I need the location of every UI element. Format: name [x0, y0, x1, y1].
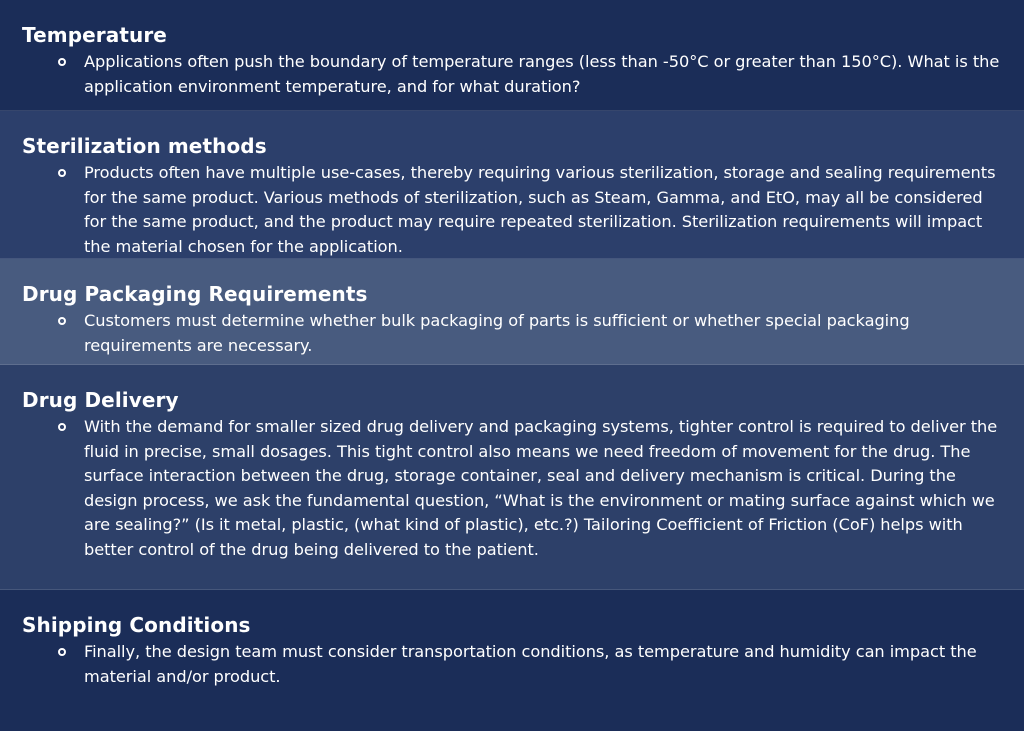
list-item [22, 309, 1000, 358]
list-item-text: With the demand for smaller sized drug delivery and packaging systems, tighter control is required to deliver the fluid in precise, small dosages. This tight control also means we need freedom of movement for the drug. The surface interaction between the drug, storage container, seal and delivery mechanism is critical. During the design process, we ask the fundamental question, “What is the environment or mating surface against which we are sealing?” (Is it metal, plastic, (what kind of plastic), etc.?) Tailoring Coefficient of Friction (CoF) helps with better control of the drug being delivered to the patient. [84, 417, 998, 559]
circle-bullet-icon [58, 648, 66, 656]
list-item [22, 640, 1000, 689]
bullet-list [22, 161, 1000, 259]
list-item [22, 415, 1000, 563]
list-item-text: Finally, the design team must consider transportation conditions, as temperature and humidity can impact the material and/or product. [84, 642, 977, 686]
circle-bullet-icon [58, 58, 66, 66]
circle-bullet-icon [58, 169, 66, 177]
section-title: Temperature [22, 23, 167, 47]
circle-bullet-icon [58, 317, 66, 325]
circle-bullet-icon [58, 423, 66, 431]
section-temperature [0, 0, 1024, 111]
section-shipping-conditions [0, 590, 1024, 731]
bullet-list [22, 415, 1000, 563]
bullet-list [22, 309, 1000, 358]
list-item-text: Customers must determine whether bulk packaging of parts is sufficient or whether special packaging requirements are necessary. [84, 311, 910, 355]
section-title: Drug Packaging Requirements [22, 282, 368, 306]
section-drug-packaging-requirements [0, 259, 1024, 365]
bullet-list [22, 640, 1000, 689]
list-item-text: Products often have multiple use-cases, thereby requiring various sterilization, storage and sealing requirements for the same product. Various methods of sterilization, such as Steam, Gamma, and EtO, may all be considered for the same product, and the product may require repeated sterilization. Sterilization requirements will impact the material chosen for the application. [84, 163, 996, 256]
bullet-list [22, 50, 1000, 99]
section-sterilization-methods [0, 111, 1024, 259]
list-item [22, 50, 1000, 99]
section-drug-delivery [0, 365, 1024, 590]
section-title: Drug Delivery [22, 388, 179, 412]
section-title: Shipping Conditions [22, 613, 251, 637]
list-item [22, 161, 1000, 259]
list-item-text: Applications often push the boundary of temperature ranges (less than -50°C or greater than 150°C). What is the application environment temperature, and for what duration? [84, 52, 1000, 96]
section-title: Sterilization methods [22, 134, 267, 158]
